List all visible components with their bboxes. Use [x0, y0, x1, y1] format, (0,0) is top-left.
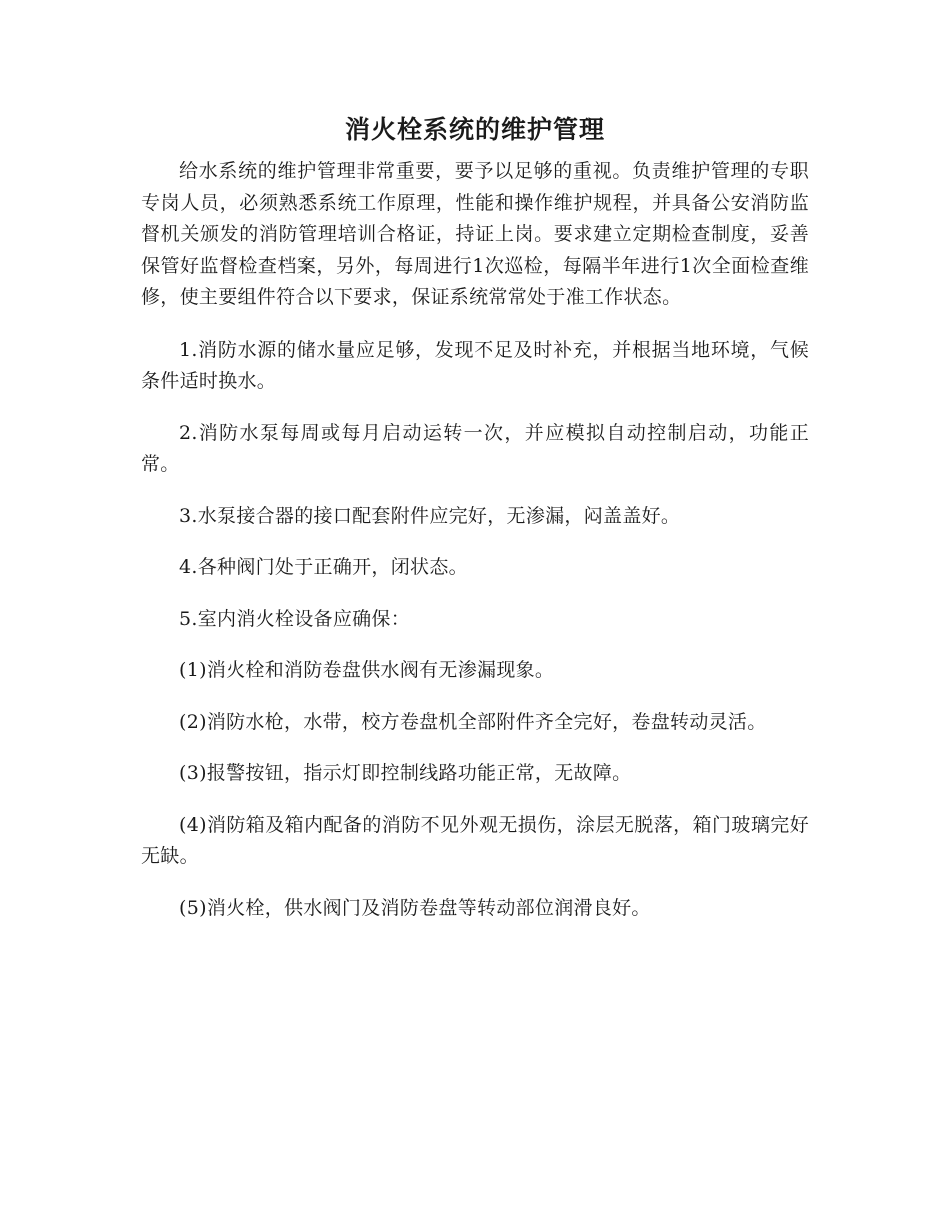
- document-title: 消火栓系统的维护管理: [344, 115, 605, 144]
- subitem-5-paragraph: (5)消火栓，供水阀门及消防卷盘等转动部位润滑良好。: [179, 896, 651, 919]
- item-4-paragraph: 4.各种阀门处于正确开，闭状态。: [179, 556, 468, 578]
- item-3-paragraph: 3.水泵接合器的接口配套附件应完好，无渗漏，闷盖盖好。: [179, 504, 681, 527]
- item-2-paragraph: 2.消防水泵每周或每月启动运转一次，并应模拟自动控制启动，功能正常。: [141, 421, 809, 475]
- subitem-2-paragraph: (2)消防水枪，水带，校方卷盘机全部附件齐全完好，卷盘转动灵活。: [179, 710, 767, 733]
- subitem-1-paragraph: (1)消火栓和消防卷盘供水阀有无渗漏现象。: [179, 659, 555, 681]
- item-1-paragraph: 1.消防水源的储水量应足够，发现不足及时补充，并根据当地环境，气候条件适时换水。: [141, 338, 809, 392]
- subitem-3-paragraph: (3)报警按钮，指示灯即控制线路功能正常，无故障。: [179, 762, 632, 784]
- subitem-4-paragraph: (4)消防箱及箱内配备的消防不见外观无损伤，涂层无脱落，箱门玻璃完好无缺。: [141, 813, 809, 867]
- intro-paragraph: 给水系统的维护管理非常重要，要予以足够的重视。负责维护管理的专职专岗人员，必须熟悉系统工作原理，性能和操作维护规程，并具备公安消防监督机关颁发的消防管理培训合格证，持证上岗。要求建立定期检查制度，妥善保管好监督检查档案，另外，每周进行1次巡检，每隔半年进行1次全面检查维修，使主要组件符合以下要求，保证系统常常处于准工作状态。: [141, 160, 809, 308]
- document-page: [141, 110, 809, 944]
- item-5-paragraph: 5.室内消火栓设备应确保：: [179, 607, 411, 630]
